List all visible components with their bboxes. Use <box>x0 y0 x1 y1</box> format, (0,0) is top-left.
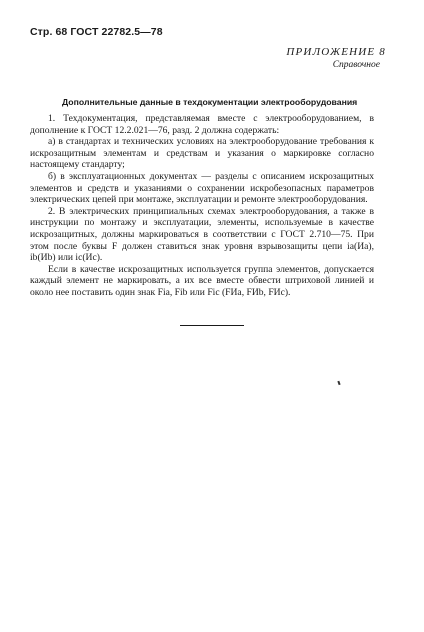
end-divider <box>180 325 244 326</box>
paragraph-2-cont: Если в качестве искрозащитных используется группа элементов, допускается каждый элемент не маркировать, а их все вместе обвести штриховой линией и около нее поставить один знак Fia, Fib или Fic (FИa, FИb, FИc). <box>30 263 374 298</box>
section-title: Дополнительные данные в техдокументации электрооборудования <box>62 97 358 107</box>
appendix-subtitle: Справочное <box>332 60 380 70</box>
scan-speck <box>337 381 340 385</box>
appendix-title: ПРИЛОЖЕНИЕ 8 <box>286 46 386 58</box>
body-text <box>30 113 374 299</box>
paragraph-1a: а) в стандартах и технических условиях на электрооборудование требования к искрозащитным элементам и средствам и указания о маркировке согласно настоящему стандарту; <box>30 136 374 171</box>
appendix-block <box>286 46 386 71</box>
paragraph-1: 1. Техдокументация, представляемая вместе с электрооборудованием, в дополнение к ГОСТ 12.2.021—76, разд. 2 должна содержать: <box>30 113 374 136</box>
paragraph-1b: б) в эксплуатационных документах — разделы с описанием искрозащитных элементов и средств и указаниями о сохранении искробезопасных параметров электрических цепей при монтаже, эксплуатации и ремонте электрооборудования. <box>30 170 374 206</box>
page-header: Стр. 68 ГОСТ 22782.5—78 <box>30 26 163 38</box>
paragraph-2: 2. В электрических принципиальных схемах электрооборудования, а также в инструкции по монтажу и эксплуатации, элементы, используемые в качестве искрозащитных, должны маркироваться в соответствии с ГОСТ 2.710—75. При этом после буквы F должен ставиться знак уровня взрывозащиты цепи ia(Иa), ib(Иb) или ic(Иc). <box>30 205 374 264</box>
